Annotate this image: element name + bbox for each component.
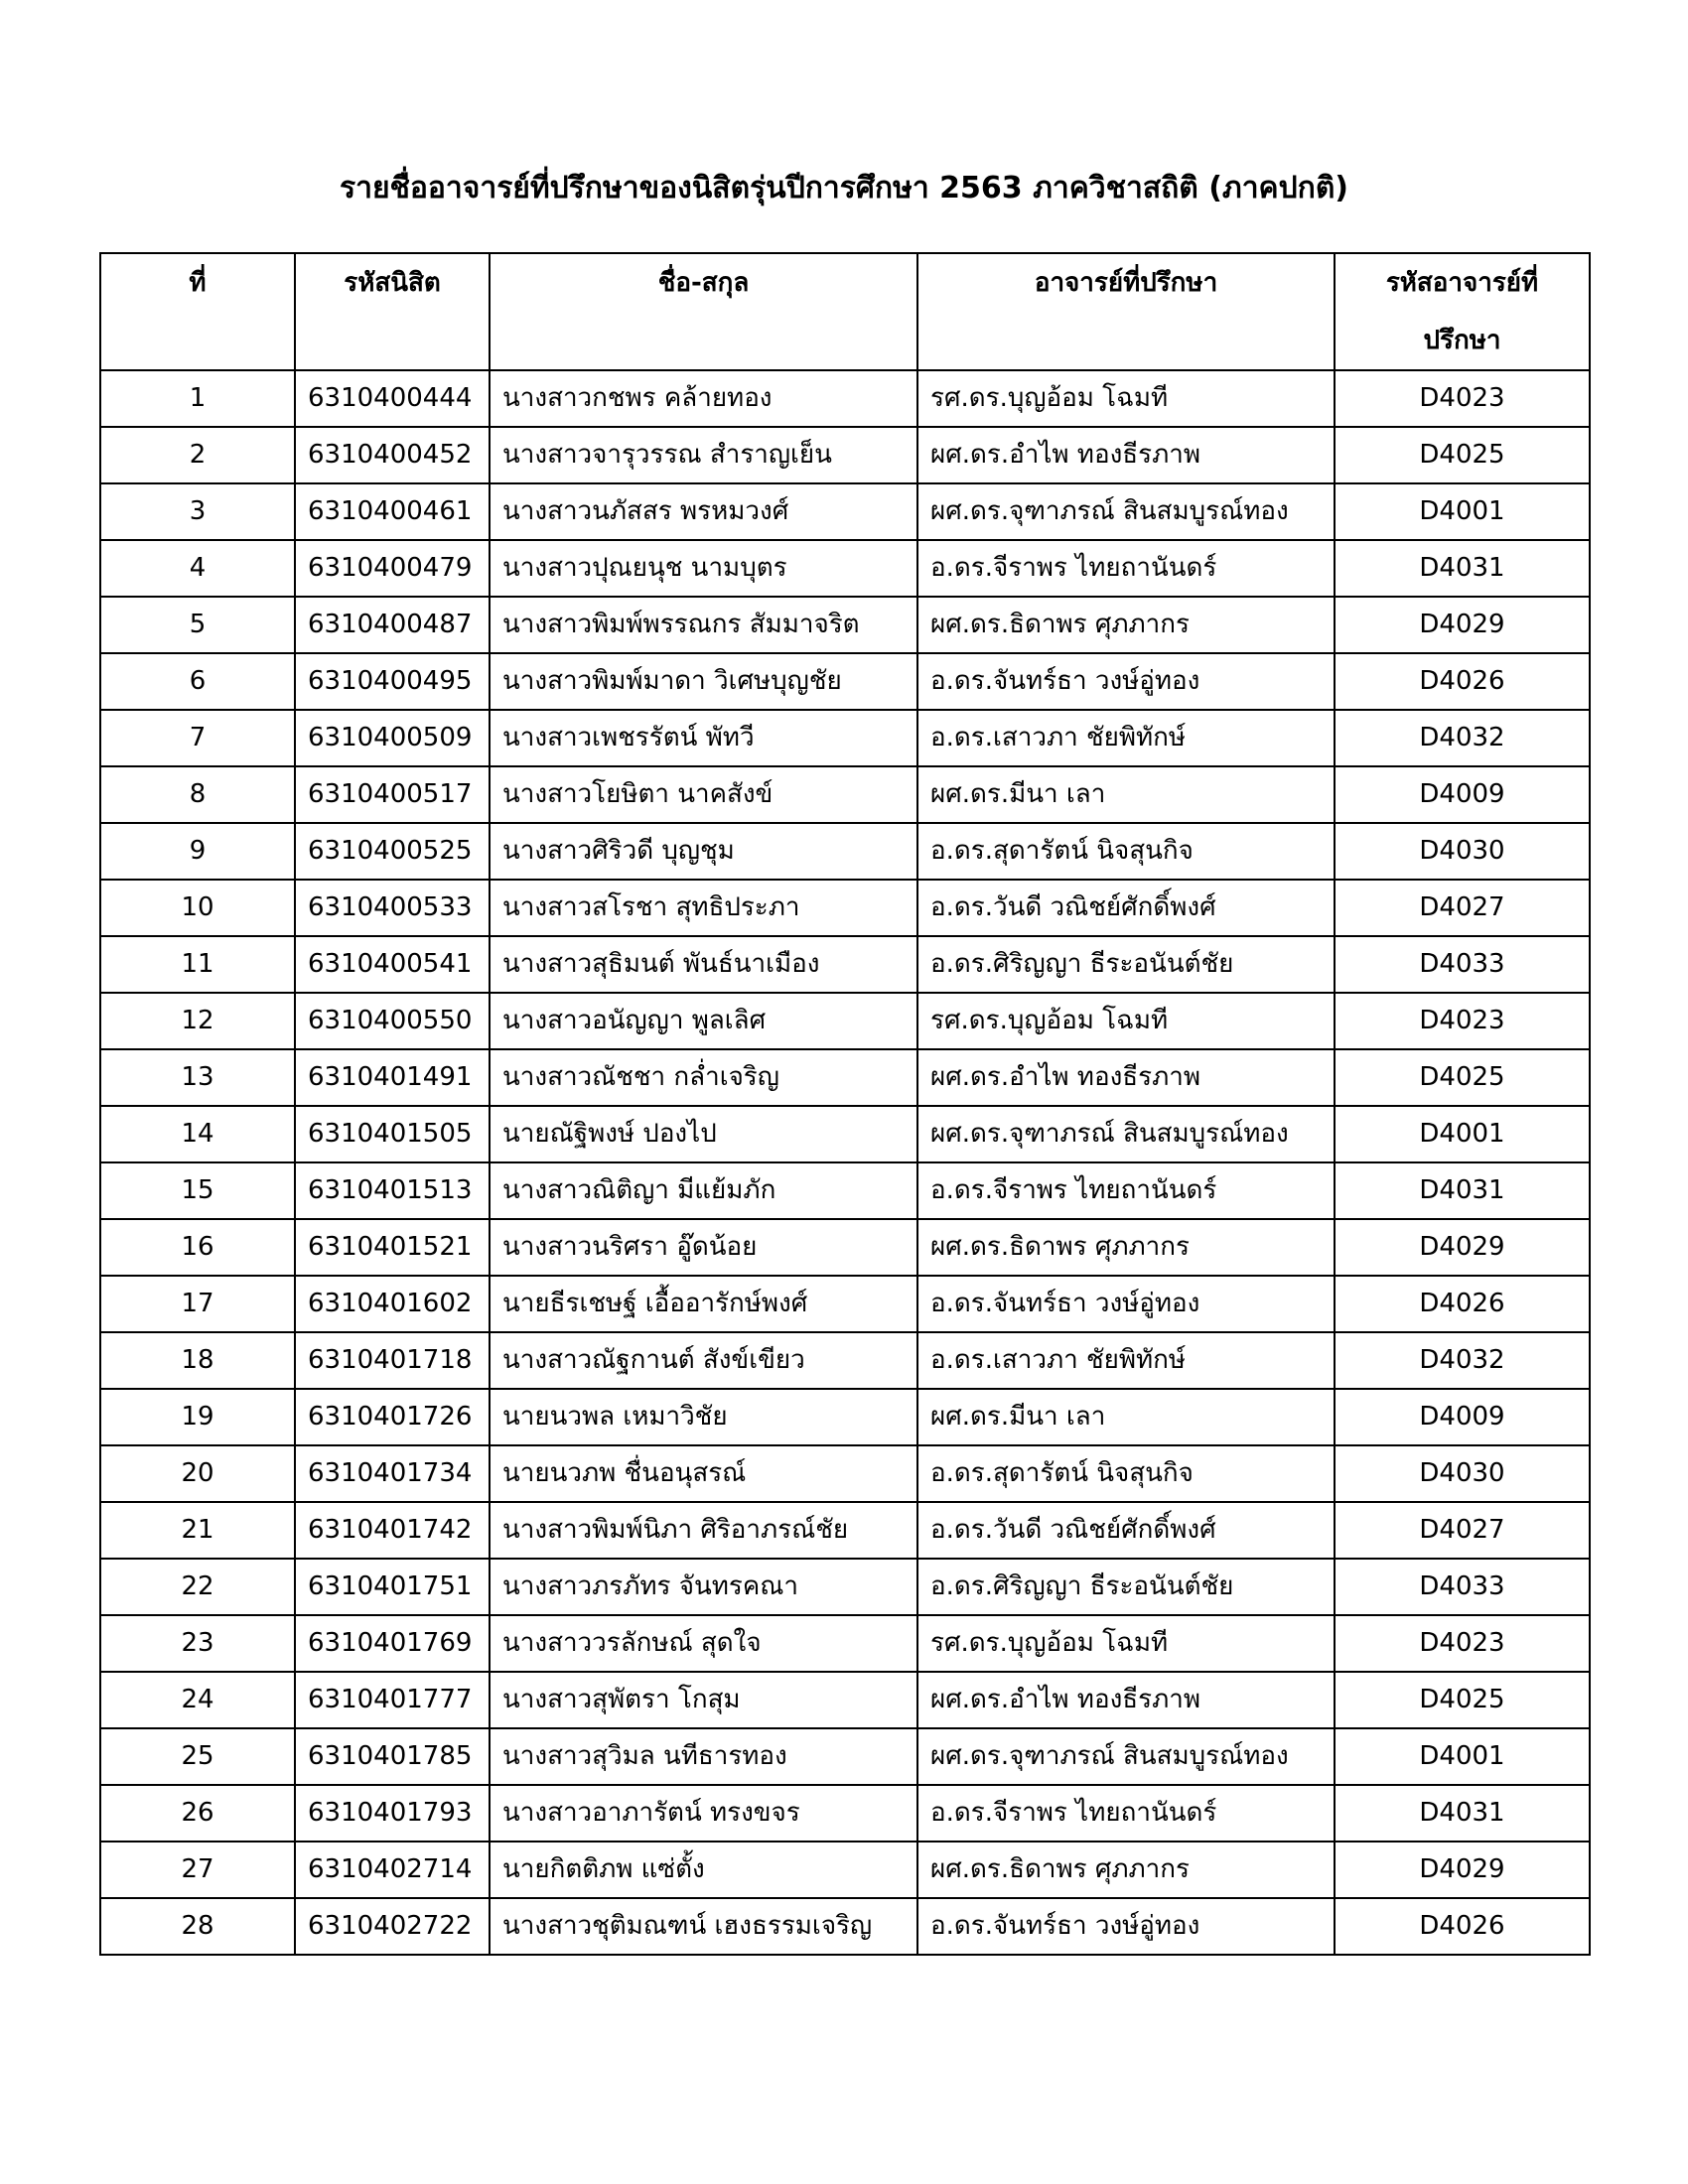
cell-student-id: 6310401742: [295, 1502, 490, 1559]
cell-student-id: 6310401785: [295, 1728, 490, 1785]
column-header-advisor: อาจารย์ที่ปรึกษา: [917, 253, 1335, 370]
cell-advisor-code: D4027: [1335, 1502, 1590, 1559]
cell-advisor-code: D4025: [1335, 1672, 1590, 1728]
cell-no: 13: [100, 1049, 295, 1106]
cell-no: 16: [100, 1219, 295, 1276]
cell-no: 18: [100, 1332, 295, 1389]
cell-student-id: 6310401521: [295, 1219, 490, 1276]
table-row: [100, 1389, 1590, 1445]
cell-student-name: นางสาวกชพร คล้ายทอง: [490, 370, 917, 427]
cell-student-name: นางสาวชุติมณฑน์ เฮงธรรมเจริญ: [490, 1898, 917, 1955]
cell-advisor-code: D4001: [1335, 1728, 1590, 1785]
cell-student-name: นางสาวเพชรรัตน์ พัทวี: [490, 710, 917, 766]
cell-no: 20: [100, 1445, 295, 1502]
cell-advisor-code: D4030: [1335, 823, 1590, 880]
cell-advisor-code: D4026: [1335, 1898, 1590, 1955]
cell-student-name: นายธีรเชษฐ์ เอื้ออารักษ์พงศ์: [490, 1276, 917, 1332]
cell-no: 24: [100, 1672, 295, 1728]
cell-no: 8: [100, 766, 295, 823]
cell-advisor-code: D4029: [1335, 1842, 1590, 1898]
cell-student-id: 6310401602: [295, 1276, 490, 1332]
cell-advisor-name: อ.ดร.จันทร์ธา วงษ์อู่ทอง: [917, 653, 1335, 710]
table-row: [100, 823, 1590, 880]
cell-advisor-code: D4001: [1335, 483, 1590, 540]
cell-student-id: 6310401734: [295, 1445, 490, 1502]
table-row: [100, 1615, 1590, 1672]
cell-advisor-name: ผศ.ดร.ธิดาพร ศุภภากร: [917, 1219, 1335, 1276]
cell-student-name: นางสาวนภัสสร พรหมวงศ์: [490, 483, 917, 540]
table-row: [100, 1332, 1590, 1389]
cell-student-id: 6310401793: [295, 1785, 490, 1842]
table-row: [100, 540, 1590, 597]
cell-no: 25: [100, 1728, 295, 1785]
table-row: [100, 710, 1590, 766]
cell-student-name: นางสาวพิมพ์นิภา ศิริอาภรณ์ชัย: [490, 1502, 917, 1559]
cell-no: 5: [100, 597, 295, 653]
cell-no: 27: [100, 1842, 295, 1898]
cell-advisor-code: D4023: [1335, 370, 1590, 427]
cell-student-id: 6310401505: [295, 1106, 490, 1162]
cell-advisor-code: D4031: [1335, 1162, 1590, 1219]
cell-no: 17: [100, 1276, 295, 1332]
table-row: [100, 1559, 1590, 1615]
cell-no: 2: [100, 427, 295, 483]
cell-no: 21: [100, 1502, 295, 1559]
table-row: [100, 427, 1590, 483]
cell-student-name: นางสาวจารุวรรณ สำราญเย็น: [490, 427, 917, 483]
table-row: [100, 653, 1590, 710]
cell-student-id: 6310401777: [295, 1672, 490, 1728]
cell-student-id: 6310400495: [295, 653, 490, 710]
cell-student-name: นางสาวณัชชา กล่ำเจริญ: [490, 1049, 917, 1106]
cell-student-id: 6310401718: [295, 1332, 490, 1389]
cell-advisor-code: D4032: [1335, 710, 1590, 766]
cell-advisor-name: อ.ดร.วันดี วณิชย์ศักดิ์พงศ์: [917, 880, 1335, 936]
cell-no: 28: [100, 1898, 295, 1955]
cell-advisor-code: D4023: [1335, 993, 1590, 1049]
cell-student-id: 6310400444: [295, 370, 490, 427]
table-row: [100, 1842, 1590, 1898]
cell-student-name: นางสาวสุพัตรา โกสุม: [490, 1672, 917, 1728]
cell-no: 19: [100, 1389, 295, 1445]
cell-student-name: นายนวพล เหมาวิชัย: [490, 1389, 917, 1445]
table-row: [100, 880, 1590, 936]
cell-advisor-name: ผศ.ดร.มีนา เลา: [917, 1389, 1335, 1445]
page-title: รายชื่ออาจารย์ที่ปรึกษาของนิสิตรุ่นปีการศึกษา 2563 ภาควิชาสถิติ (ภาคปกติ): [339, 171, 1349, 205]
cell-student-name: นางสาวนริศรา อู๊ดน้อย: [490, 1219, 917, 1276]
table-row: [100, 993, 1590, 1049]
cell-student-name: นางสาวสุวิมล นทีธารทอง: [490, 1728, 917, 1785]
cell-advisor-name: รศ.ดร.บุญอ้อม โฉมที: [917, 993, 1335, 1049]
table-row: [100, 597, 1590, 653]
table-row: [100, 1502, 1590, 1559]
cell-student-name: นางสาวพิมพ์พรรณกร สัมมาจริต: [490, 597, 917, 653]
table-row: [100, 1672, 1590, 1728]
column-header-no: ที่: [100, 253, 295, 370]
cell-advisor-code: D4033: [1335, 936, 1590, 993]
cell-student-id: 6310401513: [295, 1162, 490, 1219]
cell-student-name: นางสาวอนัญญา พูลเลิศ: [490, 993, 917, 1049]
cell-no: 11: [100, 936, 295, 993]
table-row: [100, 1106, 1590, 1162]
cell-no: 6: [100, 653, 295, 710]
cell-student-id: 6310400509: [295, 710, 490, 766]
cell-advisor-name: อ.ดร.เสาวภา ชัยพิทักษ์: [917, 710, 1335, 766]
column-header-student-id: รหัสนิสิต: [295, 253, 490, 370]
cell-advisor-name: ผศ.ดร.ธิดาพร ศุภภากร: [917, 1842, 1335, 1898]
cell-advisor-name: รศ.ดร.บุญอ้อม โฉมที: [917, 370, 1335, 427]
cell-advisor-name: ผศ.ดร.จุฑาภรณ์ สินสมบูรณ์ทอง: [917, 1106, 1335, 1162]
cell-advisor-name: ผศ.ดร.อำไพ ทองธีรภาพ: [917, 1049, 1335, 1106]
cell-no: 15: [100, 1162, 295, 1219]
cell-advisor-code: D4025: [1335, 1049, 1590, 1106]
cell-no: 4: [100, 540, 295, 597]
column-header-name: ชื่อ-สกุล: [490, 253, 917, 370]
cell-student-name: นายกิตติภพ แซ่ตั้ง: [490, 1842, 917, 1898]
cell-advisor-code: D4026: [1335, 653, 1590, 710]
table-row: [100, 1445, 1590, 1502]
table-row: [100, 483, 1590, 540]
cell-no: 12: [100, 993, 295, 1049]
table-header: [100, 253, 1590, 370]
cell-advisor-name: ผศ.ดร.มีนา เลา: [917, 766, 1335, 823]
cell-student-id: 6310400452: [295, 427, 490, 483]
cell-no: 22: [100, 1559, 295, 1615]
cell-advisor-name: ผศ.ดร.จุฑาภรณ์ สินสมบูรณ์ทอง: [917, 1728, 1335, 1785]
cell-advisor-name: อ.ดร.เสาวภา ชัยพิทักษ์: [917, 1332, 1335, 1389]
cell-student-name: นางสาวสุธิมนต์ พันธ์นาเมือง: [490, 936, 917, 993]
cell-advisor-code: D4033: [1335, 1559, 1590, 1615]
cell-student-name: นางสาวศิริวดี บุญชุม: [490, 823, 917, 880]
cell-student-id: 6310402722: [295, 1898, 490, 1955]
table-row: [100, 370, 1590, 427]
cell-no: 3: [100, 483, 295, 540]
cell-advisor-name: ผศ.ดร.จุฑาภรณ์ สินสมบูรณ์ทอง: [917, 483, 1335, 540]
cell-advisor-name: ผศ.ดร.อำไพ ทองธีรภาพ: [917, 1672, 1335, 1728]
table-row: [100, 1162, 1590, 1219]
cell-student-name: นางสาวอาภารัตน์ ทรงขจร: [490, 1785, 917, 1842]
cell-student-name: นางสาวภรภัทร จันทรคณา: [490, 1559, 917, 1615]
cell-advisor-name: ผศ.ดร.อำไพ ทองธีรภาพ: [917, 427, 1335, 483]
table-row: [100, 1728, 1590, 1785]
cell-student-name: นายนวภพ ชื่นอนุสรณ์: [490, 1445, 917, 1502]
cell-no: 14: [100, 1106, 295, 1162]
cell-advisor-code: D4026: [1335, 1276, 1590, 1332]
cell-student-id: 6310400541: [295, 936, 490, 993]
cell-advisor-code: D4001: [1335, 1106, 1590, 1162]
table-row: [100, 936, 1590, 993]
cell-advisor-name: อ.ดร.จีราพร ไทยถานันดร์: [917, 540, 1335, 597]
cell-student-name: นายณัฐิพงษ์ ปองไป: [490, 1106, 917, 1162]
cell-student-id: 6310400550: [295, 993, 490, 1049]
cell-no: 7: [100, 710, 295, 766]
cell-student-id: 6310401726: [295, 1389, 490, 1445]
cell-student-name: นางสาวปุณยนุช นามบุตร: [490, 540, 917, 597]
cell-advisor-code: D4009: [1335, 766, 1590, 823]
cell-advisor-name: อ.ดร.วันดี วณิชย์ศักดิ์พงศ์: [917, 1502, 1335, 1559]
table-row: [100, 1785, 1590, 1842]
table-row: [100, 1049, 1590, 1106]
cell-student-id: 6310400461: [295, 483, 490, 540]
cell-advisor-code: D4023: [1335, 1615, 1590, 1672]
cell-advisor-code: D4027: [1335, 880, 1590, 936]
cell-advisor-name: อ.ดร.จันทร์ธา วงษ์อู่ทอง: [917, 1276, 1335, 1332]
cell-student-id: 6310400517: [295, 766, 490, 823]
cell-advisor-code: D4031: [1335, 540, 1590, 597]
cell-advisor-name: อ.ดร.จีราพร ไทยถานันดร์: [917, 1785, 1335, 1842]
cell-student-id: 6310400525: [295, 823, 490, 880]
cell-student-name: นางสาวณัฐกานต์ สังข์เขียว: [490, 1332, 917, 1389]
cell-student-name: นางสาวณิติญา มีแย้มภัก: [490, 1162, 917, 1219]
cell-advisor-code: D4025: [1335, 427, 1590, 483]
cell-advisor-name: อ.ดร.ศิริญญา ธีระอนันต์ชัย: [917, 936, 1335, 993]
table-row: [100, 1898, 1590, 1955]
cell-student-id: 6310400479: [295, 540, 490, 597]
table-row: [100, 1219, 1590, 1276]
cell-advisor-name: อ.ดร.จีราพร ไทยถานันดร์: [917, 1162, 1335, 1219]
cell-student-name: นางสาวพิมพ์มาดา วิเศษบุญชัย: [490, 653, 917, 710]
cell-advisor-code: D4030: [1335, 1445, 1590, 1502]
cell-advisor-code: D4029: [1335, 597, 1590, 653]
cell-student-id: 6310402714: [295, 1842, 490, 1898]
cell-no: 10: [100, 880, 295, 936]
header-row: [100, 253, 1590, 370]
cell-student-name: นางสาวโยษิตา นาคสังข์: [490, 766, 917, 823]
cell-advisor-name: อ.ดร.สุดารัตน์ นิจสุนกิจ: [917, 823, 1335, 880]
table-body: [100, 370, 1590, 1955]
table-row: [100, 766, 1590, 823]
cell-student-id: 6310401751: [295, 1559, 490, 1615]
cell-advisor-code: D4009: [1335, 1389, 1590, 1445]
cell-advisor-code: D4031: [1335, 1785, 1590, 1842]
cell-no: 1: [100, 370, 295, 427]
cell-advisor-name: อ.ดร.จันทร์ธา วงษ์อู่ทอง: [917, 1898, 1335, 1955]
cell-student-id: 6310401491: [295, 1049, 490, 1106]
cell-student-id: 6310400533: [295, 880, 490, 936]
cell-advisor-code: D4029: [1335, 1219, 1590, 1276]
advisor-table: [99, 252, 1591, 1956]
column-header-advisor-code: รหัสอาจารย์ที่ปรึกษา: [1335, 253, 1590, 370]
cell-no: 23: [100, 1615, 295, 1672]
cell-advisor-name: อ.ดร.ศิริญญา ธีระอนันต์ชัย: [917, 1559, 1335, 1615]
cell-advisor-name: ผศ.ดร.ธิดาพร ศุภภากร: [917, 597, 1335, 653]
table-row: [100, 1276, 1590, 1332]
cell-no: 9: [100, 823, 295, 880]
cell-student-id: 6310400487: [295, 597, 490, 653]
cell-no: 26: [100, 1785, 295, 1842]
cell-advisor-name: รศ.ดร.บุญอ้อม โฉมที: [917, 1615, 1335, 1672]
cell-student-name: นางสาววรลักษณ์ สุดใจ: [490, 1615, 917, 1672]
cell-advisor-name: อ.ดร.สุดารัตน์ นิจสุนกิจ: [917, 1445, 1335, 1502]
cell-advisor-code: D4032: [1335, 1332, 1590, 1389]
cell-student-id: 6310401769: [295, 1615, 490, 1672]
cell-student-name: นางสาวสโรชา สุทธิประภา: [490, 880, 917, 936]
